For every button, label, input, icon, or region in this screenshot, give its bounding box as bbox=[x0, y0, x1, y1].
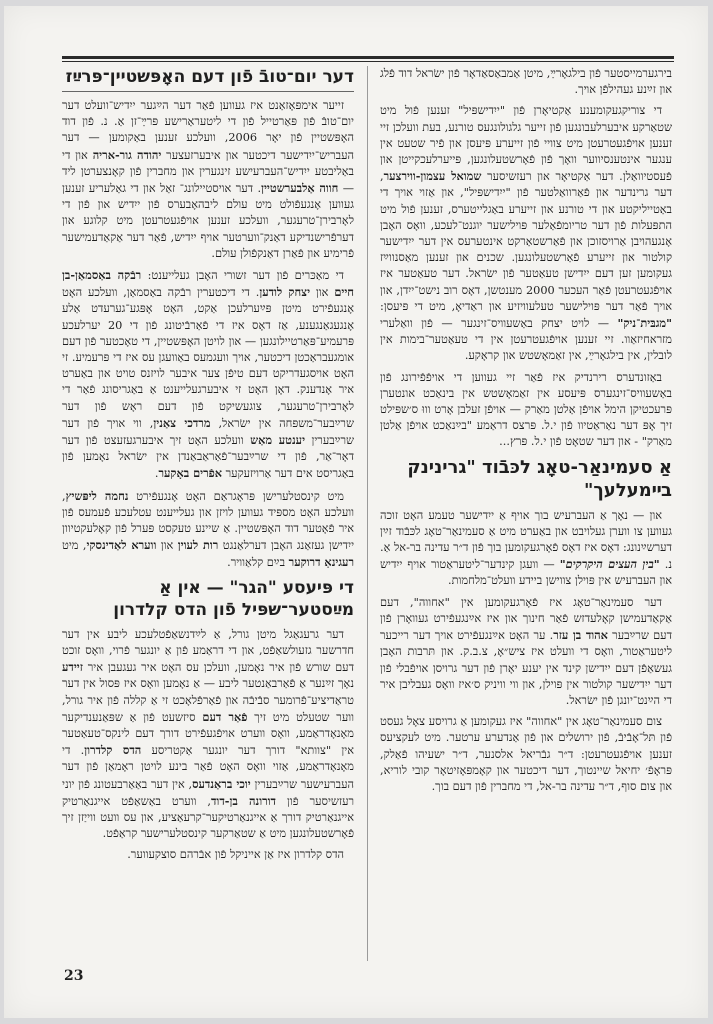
paragraph-sutzkever: הדס קלדרון איז אַן אייניקל פֿון אבֿרהם סוצקעווער. bbox=[127, 848, 344, 862]
name-lipshits: נחמה ליפּשיץ bbox=[65, 488, 129, 503]
text: , אין דער באַאַרבעטונג פֿון יוני רעזשיסער פֿון bbox=[62, 777, 354, 808]
name-ladinski: ווערא לאַדינסקי bbox=[86, 538, 157, 553]
word-zeyde: זיידע bbox=[62, 660, 83, 675]
paragraph-opening: בירגערמייסטער פֿון בילגאָרײַ, מיטן אַמבאַסאַדאָר פֿון ישׂראל דוד פֿלג און זײַנע געהילפֿן אױך. bbox=[380, 67, 672, 97]
heading-seminar: אַ סעמינאַר-טאָג לכּבֿוד "גרינינק בײמעלעך" bbox=[407, 456, 672, 501]
text: וועלכע האָט זיך איבערגעזעצט פֿון דער דאָר־אַר, פֿון די שרײַבער־פֿאַראַבאַנדן אין ישׂראל נאָמען פֿון באַגריסט אים דער אַרויזעקער bbox=[62, 434, 354, 481]
name-boker: אפֿרים באָקער bbox=[158, 466, 223, 481]
play-title: "מגבּית־ניק" bbox=[617, 316, 672, 331]
name-luden: יצחק לודען bbox=[259, 285, 311, 300]
text: און bbox=[310, 286, 335, 300]
text: . ער האָט אײַנגעפֿירט אויך דער רייכער ליטעראַטור, וואָס די וועלט איז ציש״אָ, צ.ב.ק. און תּרבות האָבן געשאַפֿן דעם ייִדישן קינד אין יענע יאָרן פֿון דער גרויסן אויפֿבלי פֿון דער ייִדישער קולטור אין פּוילן, און ווי וויניק ס׳איז וואָס געבליבן איר די הײַנט־יונגן פֿון ישׂראל. bbox=[380, 629, 672, 707]
text: , דער גרינדער און פֿאַרוואַלטער פֿון "ייִדישפּיל", און אַזוי אויך די באַטייליקטע און די טורנע און זייערע באַגלייטערס, זענען פֿול מיט התפּעלות פֿון דער טריומפֿאַלער פּוילישער יוגנט־לעכע, וואָס האָבן אָנגעהויבן אַרויסזוכן און פֿאַרשטאַרקט אינטערעס אין דער ייִדישער קולטור און זייערע פֿאַרשטעלונגען. שכנים און זענען מאַסנווײַז געקומען זען דעם ייִדישן טעאַטער פֿון ישׂראל. דער טעאַטער איז אויפֿגעטרעטן פֿאַר העכער 2000 מענטשן, דאָס רוב נישט־ייִדן, און אויך פֿאַר דער פּוילישער טעלעוויזיע און ראַדיאָ, מיט די פּיעסן: bbox=[380, 170, 672, 313]
text: נאָך זײַנער אַ פֿאַרבאַנטער ליבע — אַ נאָמען וואָס איז פּסול אין דער טראַדיציע־פֿרומער סבֿיבֿה און פֿאַרפֿלאָכט זי אַ קללה פֿון איר גורל, ווער שטעלט מיט זיך bbox=[62, 677, 354, 724]
text: , וועלכע האָט מספּיד געווען לויזן און געלייענט עטלעכע פֿעמעס פֿון איר פֿאָטער דוד האָפּשטיין. אַ שיינע טעקסט פּערל פֿון קאָלעקטיוון ייִדישן געזאַנג האָבן דערלאַנגט bbox=[62, 489, 354, 553]
paragraph-program bbox=[62, 488, 354, 572]
paragraph-seminar-intro bbox=[380, 508, 672, 590]
right-column bbox=[380, 66, 672, 961]
column-divider bbox=[367, 66, 368, 961]
name-drucker: רעגינאַ דרוקער bbox=[288, 555, 354, 570]
text: און די באַליבטע ייִדיש־העברעישע זינגערין און מחברין פֿון קאָנצערטן ליד — bbox=[62, 148, 354, 196]
name-ehud: אהוד בן עזר bbox=[553, 628, 608, 643]
paragraph-seminar-guests: צום סעמינאַר־טאָג אין "אחווה" איז געקומען אַ גרויסע צאָל געסט פֿון תּל־אָבֿיבֿ, פֿון ירושלים און פֿון אַנדערע ערטער. מיט לעקציעס זענען אויפֿגעטרעטן: ד״ר גבֿריאל אלסנער, ד״ר ישעיהו פֿאַלק, פּראָפֿ׳ יחיאל שיינטוך, דער דיכטער און קאָמפּאָזיטאָר קובי לוריא, און צום סוף, ד״ר עדינה בר-אל, די מחברין פֿון דעם בוך. bbox=[380, 715, 672, 793]
paragraph-prize bbox=[62, 98, 354, 262]
text: — לויט יצחק באַשעוויס־זינגער — פֿון וואַלערי מזראחיזאַוו. זיי זענען אויפֿגעטרעטן אין די טעאַטער־בימות אין לובלין, אין בילגאָרײַ, אין זאַמאָשטש און קראָקע. bbox=[380, 317, 672, 363]
paragraph-seminar-achva bbox=[380, 595, 672, 709]
text: . די מאָנאָדראַמע, אַזוי וואָס האָט פֿאַר בינע לויטן ראָמאַן פֿון דער העברעישער שרײַבערין bbox=[62, 744, 354, 791]
name-shmuel: שמואל עצמון-ווירצער bbox=[383, 169, 482, 184]
text: די צוריקגעקומענע אַקטיאָרן פֿון "ייִדישפּיל" זענען פֿול מיט שטאַרקע איבערלעבונגען פֿון זייער גלגולונגעס טורנע, בעת וועלכן זיי זענען אויפֿגעטרעטן מיט צוויי פֿון זייערע פּיעסן און פֿיר שטעט אין ענגער אינטענסיווער וואָך פֿון פֿאָרשטעלונגען, פּייערלעכקייטן און פֿעסטיוואַלן. דער אַקטיאָר און רעזשיסער bbox=[380, 104, 672, 184]
text: מיט קינסטלערישן פּראָגראַם האָט אָנגעפֿירט bbox=[128, 489, 344, 503]
name-kalderon: הדס קלדרון bbox=[84, 743, 142, 758]
text: . די דיכטערין רבֿקה באַסמאַן, וועלכע האָט אָנגעפֿירט מיטן פּײַערלעכן אַקט, האָט אָפּגע־גערעדט אַלע אָנגעגאַנגענע, אַז דאָס איז די פֿאַרבֿיטונג פֿון די 20 יערלעכע פּרעמיע־פּאַרטיילונגען — און לויטן האָפּשטיין, די טאָכטער פֿון דעם אומגעבראַכטן דיכטער, אויך וועגמעס באַוועגן עס איז די פּרעמיע. זי האָט אויסגעדריקט דעם טיפֿן צער איבער לויזנס טויט און באַערט איר אָנדענק. דאָן האָט זי איבערגעלייענט אַ באַגריסונג פֿאַר די לאָרבירן־טרעגער, צוגעשיקט פֿון דעם ראָש פֿון דער שרײַבער־משפּחה אין ישׂראל, bbox=[62, 286, 354, 430]
heading-hagar: די פּיעסע "הגר" — אין אַ מײַסטער־שפּיל פֿון הדס קלדרון bbox=[113, 577, 354, 620]
name-tsanin: מרדכי צאַנין bbox=[153, 415, 211, 430]
paragraph-hagar bbox=[62, 627, 354, 843]
text: . דער אויסטיילונג־ זאַל און די גאַלעריע זענען געווען אָנגעפֿולט מיט עולם ליבהאָבערס פֿון ייִדיש און פֿון די לאָרבירן־טרעגער, וועלכע זענען אויפֿגעטרעטן מיט קלוגע און דערפֿרישנדיקע דאַנק־ווערטער אויף ייִדיש, פֿאַר דער אַקאַדעמישער פֿרימיע און פֿאַרן דאַנקפֿולן עולם. bbox=[62, 182, 354, 260]
text: , ווי אויך פֿון דער שרײַבערין bbox=[62, 416, 354, 448]
name-ben-david: דורונה בן-דוד bbox=[211, 793, 276, 808]
left-column bbox=[62, 66, 354, 961]
heading-hopstein-prize: דער יום־טובֿ פֿון דעם האָפּשטיין־פּרײַז bbox=[62, 66, 354, 92]
name-alberstein: חווה אַלבערשטיין bbox=[261, 181, 339, 196]
book-title: "בין העצים היקרקים" bbox=[559, 557, 660, 572]
word-far-dem: פֿאַר דעם bbox=[202, 709, 248, 724]
name-brandes: יוכי בראַנדעס bbox=[192, 776, 251, 791]
text: , מיט bbox=[62, 539, 87, 553]
name-levin: רות לעוין bbox=[177, 538, 219, 553]
name-gur-arie: יהודה גור-אריה bbox=[92, 147, 162, 162]
paragraph-zamosc: באַזונדערס רירנדיק איז פֿאַר זיי געווען די אויפֿפֿירונג פֿון באַשעוויס־זינגערס פּיעסע אין זאַמאָשטש אין בינאַכט אונטערן פּרעכטיקן הימל אויפֿן אַלטן מאַרק — אויפֿן זעלבן אָרט וווּ ס׳שפּילט זיך אָפּ דער נאַראַטיוו פֿון י.ל. פּרצס דראַמע "בײַנאַכט אויפֿן אַלטן מאַרק" - און דער שטאָט פֿון י.ל. פּרץ... bbox=[380, 370, 672, 449]
paragraph-yiddishpil bbox=[380, 103, 672, 364]
name-basman: רבֿקה באַסמאַן-בן חיים bbox=[62, 268, 354, 300]
text: — וועגן קינדער־ליטעראַטור אויף ייִדיש און העברעיש אין פּוילן צווישן ביידע וועלט־מלחמות. bbox=[380, 558, 672, 588]
text: דער סעמינאַר־טאָג איז פֿאָרגעקומען אין "אחווה", דעם אַקאַדעמישן קאָלעדזש פֿאַר חינוך און איז אײַנגעפֿירט געוואָרן פֿון דעם שרײַבער bbox=[380, 595, 672, 643]
paragraph-jury bbox=[62, 267, 354, 483]
page bbox=[4, 6, 708, 1018]
text: דער גרעגאַגל מיטן גורל, אַ לײַדנשאַפֿטלעכע ליבע אין דער חדרשער גזעולשאַפֿט, און די דראַמע פֿון אַ יונגער פֿרוי, וואָס זוכט דעם שורש פֿון איר נאָמען, וועלכן עס האָט איר געגעבן איר bbox=[62, 627, 354, 675]
text: , ווערט באַשאַפֿט אייגנאַרטיק אייגנאַרטיק דורך אַ אייגנאַרטיקער־קרעאַציע, און עס וועט ווייַזן זיך פֿאָרשטעלונגען מיט אַ שטאַרקער קינסטלערישער קראַפֿט. bbox=[62, 794, 354, 841]
text: . bbox=[154, 467, 159, 481]
page-number: 23 bbox=[64, 968, 84, 984]
top-rule-thin bbox=[62, 61, 674, 62]
text: און bbox=[156, 539, 178, 553]
text: און — נאָך אַ העברעיש בוך אויף אַ ייִדישער טעמע האָט זוכה געווען צו ווערן געלויבט און באַערט מיט אַ סעמינאַר־טאָג לכּבֿוד זײַן דערשײַנונג: דאָס איז דאָס פֿאָרגעקומען בוך פֿון ד״ר עדינה בר-אל אַ. נ. bbox=[380, 508, 672, 572]
text: די מאַכּרים פֿון דער זשורי האָבן געלייענט: bbox=[141, 269, 344, 283]
text: בײַם קלאַוויר. bbox=[227, 556, 289, 570]
text: סיזשעט פֿון אַ שפּאַנענדיקער מאָנאָדראַמע, וואָס ווערט אויפֿגעפֿירט דורך דעם לינקס־טעאַטער אין "צוותא" דורך דער יונגער אַקטריסע bbox=[62, 710, 354, 758]
text: זייער אימפּאָזאַנט איז געווען פֿאַר דער הײַגער ייִדיש־וועלט דער יום־טובֿ פֿון פּאַרטייל פֿון די ליטעראַרישע פּרײַ־זן אַ. נ. פֿון דוד האָפּשטיין פֿון יאָר 2006, וועלכע זענען באַקומען — דער העבריש־ייִדישער דיכטער און איבערזעצער bbox=[62, 99, 354, 162]
name-mash: יענטע מאַש bbox=[250, 433, 306, 448]
top-rule bbox=[62, 56, 674, 59]
